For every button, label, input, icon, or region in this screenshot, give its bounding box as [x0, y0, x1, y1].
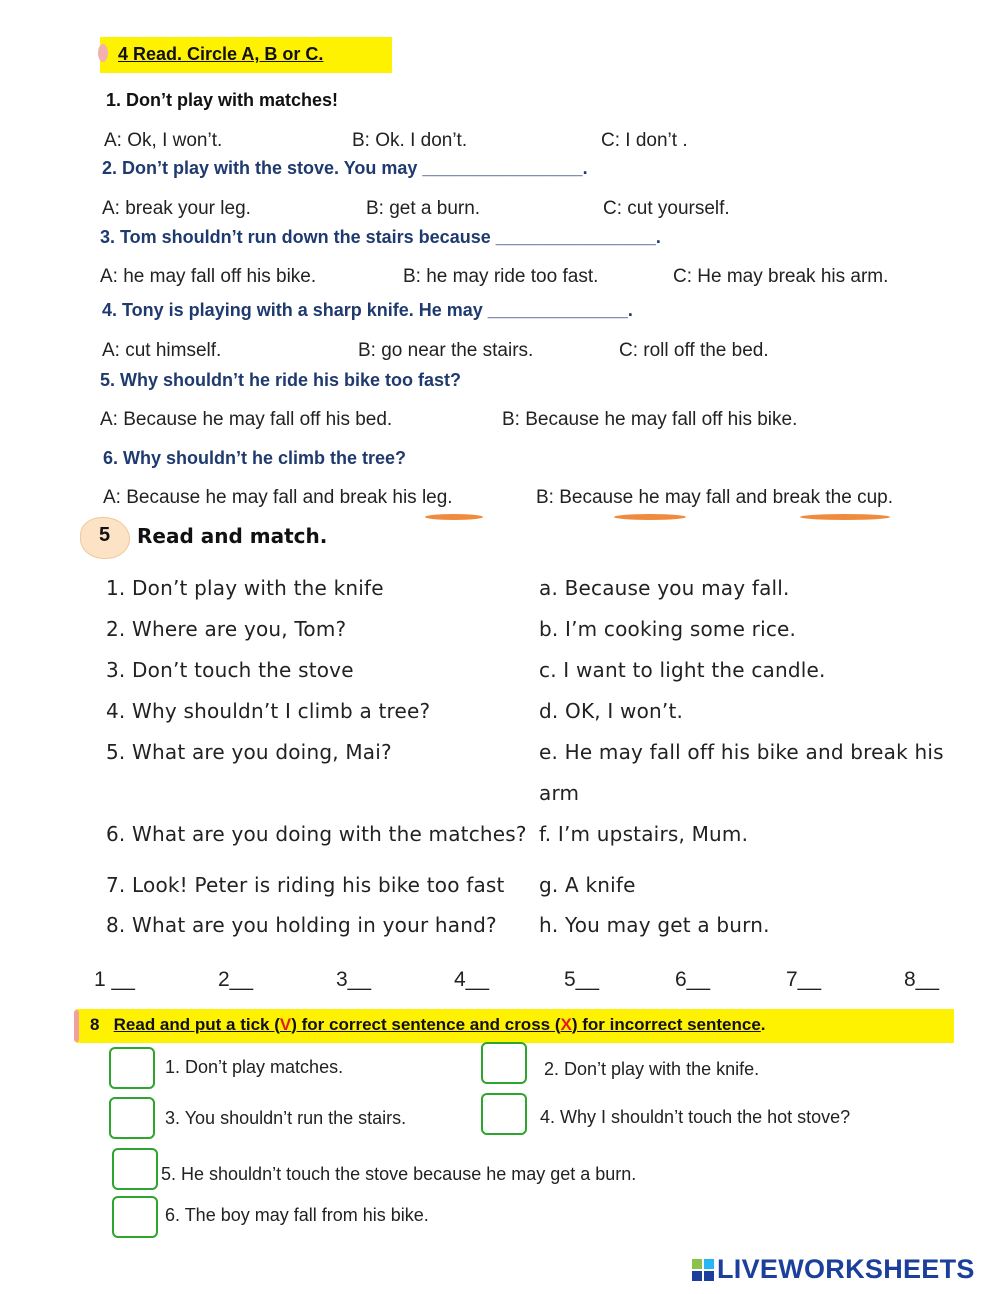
answer-blank-7[interactable]: 7__: [786, 968, 822, 991]
tick-mark: V: [279, 1015, 292, 1034]
question-1: 1. Don’t play with matches!: [106, 90, 339, 110]
section8-heading: 8 Read and put a tick (V) for correct sentence and cross (X) for incorrect sentence.: [90, 1015, 766, 1034]
section5-heading: Read and match.: [137, 524, 328, 548]
decorative-swoosh: [800, 514, 890, 520]
q4-option-b[interactable]: B: go near the stairs.: [358, 340, 534, 361]
match-left-5: 5. What are you doing, Mai?: [106, 740, 392, 764]
question-4: 4. Tony is playing with a sharp knife. He may ______________.: [102, 300, 633, 320]
liveworksheets-logo: [692, 1254, 975, 1286]
answer-checkbox-1[interactable]: [109, 1047, 155, 1089]
match-left-3: 3. Don’t touch the stove: [106, 658, 354, 682]
statement-5: 5. He shouldn’t touch the stove because he may get a burn.: [161, 1164, 637, 1184]
q1-option-c[interactable]: C: I don’t .: [601, 130, 688, 151]
pin-decoration-icon: [74, 1010, 79, 1042]
answer-blank-4[interactable]: 4__: [454, 968, 490, 991]
match-left-8: 8. What are you holding in your hand?: [106, 913, 497, 937]
q4-option-c[interactable]: C: roll off the bed.: [619, 340, 769, 361]
match-right-b: b. I’m cooking some rice.: [539, 617, 797, 641]
statement-2: 2. Don’t play with the knife.: [544, 1059, 760, 1079]
section4-heading: 4 Read. Circle A, B or C.: [118, 44, 324, 64]
match-right-c: c. I want to light the candle.: [539, 658, 826, 682]
section5-number: 5: [99, 524, 111, 546]
q6-option-a[interactable]: A: Because he may fall and break his leg.: [103, 487, 453, 508]
q2-option-c[interactable]: C: cut yourself.: [603, 198, 730, 219]
match-right-a: a. Because you may fall.: [539, 576, 790, 600]
statement-4: 4. Why I shouldn’t touch the hot stove?: [540, 1107, 851, 1127]
q2-option-a[interactable]: A: break your leg.: [102, 198, 251, 219]
match-right-h: h. You may get a burn.: [539, 913, 770, 937]
statement-1: 1. Don’t play matches.: [165, 1057, 344, 1077]
q4-option-a[interactable]: A: cut himself.: [102, 340, 222, 361]
question-6: 6. Why shouldn’t he climb the tree?: [103, 448, 407, 468]
decorative-swoosh: [614, 514, 686, 520]
answer-blank-5[interactable]: 5__: [564, 968, 600, 991]
decorative-swoosh: [425, 514, 483, 520]
match-right-g: g. A knife: [539, 873, 636, 897]
q3-option-a[interactable]: A: he may fall off his bike.: [100, 266, 317, 287]
answer-checkbox-5[interactable]: [112, 1148, 158, 1190]
section8-number: 8: [90, 1015, 100, 1034]
flower-decoration-icon: [98, 44, 108, 62]
q2-option-b[interactable]: B: get a burn.: [366, 198, 481, 219]
q3-option-b[interactable]: B: he may ride too fast.: [403, 266, 599, 287]
match-left-6: 6. What are you doing with the matches?: [106, 822, 527, 846]
question-5: 5. Why shouldn’t he ride his bike too fast?: [100, 370, 462, 390]
question-3: 3. Tom shouldn’t run down the stairs because ________________.: [100, 227, 661, 247]
match-right-d: d. OK, I won’t.: [539, 699, 684, 723]
answer-blank-2[interactable]: 2__: [218, 968, 254, 991]
liveworksheets-logo-text: LIVEWORKSHEETS: [717, 1254, 975, 1284]
answer-checkbox-3[interactable]: [109, 1097, 155, 1139]
q1-option-b[interactable]: B: Ok. I don’t.: [352, 130, 468, 151]
match-left-7: 7. Look! Peter is riding his bike too fast: [106, 873, 505, 897]
answer-blank-6[interactable]: 6__: [675, 968, 711, 991]
question-2: 2. Don’t play with the stove. You may ________________.: [102, 158, 588, 178]
statement-6: 6. The boy may fall from his bike.: [165, 1205, 429, 1225]
match-left-1: 1. Don’t play with the knife: [106, 576, 384, 600]
q3-option-c[interactable]: C: He may break his arm.: [673, 266, 889, 287]
answer-blank-3[interactable]: 3__: [336, 968, 372, 991]
answer-checkbox-4[interactable]: [481, 1093, 527, 1135]
q1-option-a[interactable]: A: Ok, I won’t.: [104, 130, 223, 151]
q5-option-a[interactable]: A: Because he may fall off his bed.: [100, 409, 393, 430]
match-left-2: 2. Where are you, Tom?: [106, 617, 347, 641]
answer-blank-8[interactable]: 8__: [904, 968, 940, 991]
cross-mark: X: [560, 1015, 572, 1034]
answer-checkbox-2[interactable]: [481, 1042, 527, 1084]
answer-blank-1[interactable]: 1 __: [94, 968, 135, 991]
statement-3: 3. You shouldn’t run the stairs.: [165, 1108, 407, 1128]
liveworksheets-grid-icon: [692, 1259, 714, 1281]
match-right-e-cont: arm: [539, 781, 580, 805]
q6-option-b[interactable]: B: Because he may fall and break the cup.: [536, 487, 893, 508]
answer-checkbox-6[interactable]: [112, 1196, 158, 1238]
match-right-f: f. I’m upstairs, Mum.: [539, 822, 749, 846]
section8-heading-text: Read and put a tick (V) for correct sentence and cross (X) for incorrect sentence: [113, 1015, 761, 1034]
q5-option-b[interactable]: B: Because he may fall off his bike.: [502, 409, 798, 430]
match-left-4: 4. Why shouldn’t I climb a tree?: [106, 699, 431, 723]
match-right-e: e. He may fall off his bike and break his: [539, 740, 944, 764]
